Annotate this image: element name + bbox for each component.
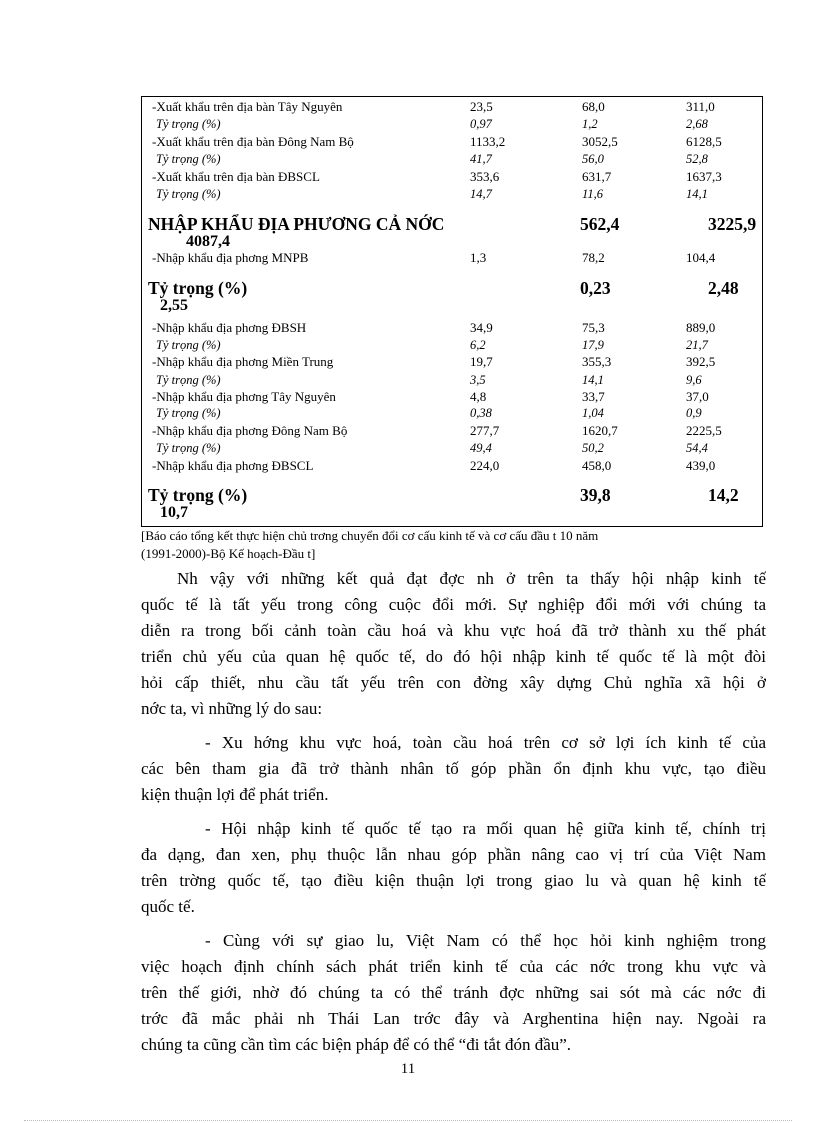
value-1991: 19,7 xyxy=(470,354,493,369)
value-1995: 631,7 xyxy=(582,169,612,184)
value-2000: 37,0 xyxy=(686,389,709,404)
value-2000: 9,6 xyxy=(686,373,702,387)
row-value-continued: 10,7 xyxy=(160,504,188,521)
row-value-continued: 2,55 xyxy=(160,297,188,314)
paragraph xyxy=(141,816,766,920)
paragraph-line: các bên tham gia đã trở thành nhân tố góp phần ổn định khu vực, tạo điều xyxy=(141,759,766,778)
value-2000: 54,4 xyxy=(686,441,708,455)
value-1995: 17,9 xyxy=(582,338,604,352)
source-line: [Báo cáo tổng kết thực hiện chủ trơng chuyển đổi cơ cấu kinh tế và cơ cấu đầu t 10 năm xyxy=(141,528,599,543)
paragraph-line: chúng ta cũng cần tìm các biện pháp để có thể “đi tắt đón đầu”. xyxy=(141,1035,572,1054)
row-label: Tỷ trọng (%) xyxy=(156,406,221,420)
table-source-note xyxy=(141,527,771,563)
value-1991: 6,2 xyxy=(470,338,486,352)
value-2000: 6128,5 xyxy=(686,134,722,149)
value-1991: 353,6 xyxy=(470,169,500,184)
value-1995: 3225,9 xyxy=(708,214,757,234)
row-label: NHẬP KHẨU ĐỊA PHƯƠNG CẢ NỚC xyxy=(148,214,445,234)
value-1995: 33,7 xyxy=(582,389,605,404)
row-label: Tỷ trọng (%) xyxy=(148,485,248,505)
paragraph-line: quốc tế. xyxy=(141,897,195,916)
row-label: Tỷ trọng (%) xyxy=(156,187,221,201)
value-2000: 14,1 xyxy=(686,187,708,201)
row-label: Tỷ trọng (%) xyxy=(156,373,221,387)
paragraph-line: quốc tế là tất yếu trong công cuộc đổi mới. Sự nghiệp đổi mới với chúng ta xyxy=(141,595,766,614)
paragraph-line: hỏi cấp thiết, nhu cầu tất yếu trên con đờng xây dựng Chủ nghĩa xã hội ở xyxy=(141,673,766,692)
row-label: -Nhập khẩu địa phơng Miền Trung xyxy=(152,354,334,369)
row-label: -Xuất khẩu trên địa bàn ĐBSCL xyxy=(152,169,320,184)
paragraph xyxy=(141,730,766,808)
value-1995: 1,04 xyxy=(582,406,604,420)
value-2000: 2,68 xyxy=(686,117,708,131)
value-1991: 1,3 xyxy=(470,250,487,265)
paragraph-line: - Hội nhập kinh tế quốc tế tạo ra mối quan hệ giữa kinh tế, chính trị xyxy=(205,819,766,838)
paragraph-line: trớc đã mắc phải nh Thái Lan trớc đây và Arghentina hiện nay. Ngoài ra xyxy=(141,1009,766,1028)
row-label: -Xuất khẩu trên địa bàn Đông Nam Bộ xyxy=(152,134,354,149)
value-1995: 50,2 xyxy=(582,441,604,455)
source-line: (1991-2000)-Bộ Kế hoạch-Đầu t] xyxy=(141,546,316,561)
value-1995: 458,0 xyxy=(582,458,612,473)
value-1991: 4,8 xyxy=(470,389,487,404)
value-1995: 14,1 xyxy=(582,373,604,387)
row-label: Tỷ trọng (%) xyxy=(156,338,221,352)
value-1991: 23,5 xyxy=(470,99,493,114)
value-2000: 311,0 xyxy=(686,99,715,114)
value-1991: 3,5 xyxy=(470,373,486,387)
value-2000: 0,9 xyxy=(686,406,702,420)
row-label: Tỷ trọng (%) xyxy=(156,117,221,131)
value-1995: 1620,7 xyxy=(582,423,618,438)
paragraph-line: việc hoạch định chính sách phát triển kinh tế của các nớc trong khu vực và xyxy=(141,957,766,976)
value-1991: 1133,2 xyxy=(470,134,506,149)
value-1991: 562,4 xyxy=(580,214,620,234)
row-label: -Nhập khẩu địa phơng Đông Nam Bộ xyxy=(152,423,348,438)
paragraph-line: - Cùng với sự giao lu, Việt Nam có thể học hỏi kinh nghiệm trong xyxy=(205,931,766,950)
value-1995: 75,3 xyxy=(582,320,605,335)
value-1991: 0,23 xyxy=(580,278,611,298)
row-label: -Nhập khẩu địa phơng Tây Nguyên xyxy=(152,389,336,404)
row-label: Tỷ trọng (%) xyxy=(156,441,221,455)
value-1995: 1,2 xyxy=(582,117,598,131)
value-1991: 41,7 xyxy=(470,152,492,166)
row-label: Tỷ trọng (%) xyxy=(148,278,248,298)
row-label: -Nhập khẩu địa phơng MNPB xyxy=(152,250,309,265)
row-label: -Nhập khẩu địa phơng ĐBSCL xyxy=(152,458,314,473)
paragraph-line: - Xu hớng khu vực hoá, toàn cầu hoá trên cơ sở lợi ích kinh tế của xyxy=(205,733,766,752)
row-value-continued: 4087,4 xyxy=(186,233,230,250)
paragraph-line: trên thế giới, nhờ đó chúng ta có thể tránh đợc những sai sót mà các nớc đi xyxy=(141,983,766,1002)
value-2000: 2225,5 xyxy=(686,423,722,438)
value-1995: 14,2 xyxy=(708,485,739,505)
paragraph-line: Nh vậy với những kết quả đạt đợc nh ở trên ta thấy hội nhập kinh tế xyxy=(177,569,766,588)
value-1991: 0,38 xyxy=(470,406,492,420)
value-1995: 56,0 xyxy=(582,152,604,166)
row-label: -Xuất khẩu trên địa bàn Tây Nguyên xyxy=(152,99,343,114)
value-2000: 21,7 xyxy=(686,338,708,352)
value-1991: 0,97 xyxy=(470,117,492,131)
value-2000: 52,8 xyxy=(686,152,708,166)
value-1991: 34,9 xyxy=(470,320,493,335)
paragraph-line: diễn ra trong bối cảnh toàn cầu hoá và khu vực hoá đã trở thành xu thế phát xyxy=(141,621,766,640)
value-1991: 224,0 xyxy=(470,458,500,473)
value-1991: 277,7 xyxy=(470,423,500,438)
value-1995: 11,6 xyxy=(582,187,603,201)
value-1995: 355,3 xyxy=(582,354,612,369)
value-1995: 3052,5 xyxy=(582,134,618,149)
paragraph xyxy=(141,566,766,722)
value-2000: 104,4 xyxy=(686,250,716,265)
paragraph-line: triển chủ yếu của quan hệ quốc tế, do đó hội nhập kinh tế quốc tế là một đòi xyxy=(141,647,766,666)
footer-divider xyxy=(24,1120,792,1121)
paragraph-line: trên trờng quốc tế, tạo điều kiện thuận lợi trong giao lu và quan hệ kinh tế xyxy=(141,871,766,890)
paragraph-line: đa dạng, đan xen, phụ thuộc lẫn nhau góp phần nâng cao vị trí của Việt Nam xyxy=(141,845,766,864)
value-1995: 78,2 xyxy=(582,250,605,265)
body-text xyxy=(141,566,766,1066)
value-1995: 68,0 xyxy=(582,99,605,114)
value-2000: 439,0 xyxy=(686,458,716,473)
page-number: 11 xyxy=(400,1061,416,1077)
value-2000: 392,5 xyxy=(686,354,716,369)
value-1991: 49,4 xyxy=(470,441,492,455)
value-2000: 889,0 xyxy=(686,320,716,335)
value-1995: 2,48 xyxy=(708,278,739,298)
data-table xyxy=(141,96,763,527)
paragraph-line: kiện thuận lợi để phát triển. xyxy=(141,785,329,804)
paragraph xyxy=(141,928,766,1058)
paragraph-line: nớc ta, vì những lý do sau: xyxy=(141,699,323,718)
value-1991: 14,7 xyxy=(470,187,492,201)
row-label: -Nhập khẩu địa phơng ĐBSH xyxy=(152,320,307,335)
row-label: Tỷ trọng (%) xyxy=(156,152,221,166)
value-1991: 39,8 xyxy=(580,485,611,505)
value-2000: 1637,3 xyxy=(686,169,722,184)
